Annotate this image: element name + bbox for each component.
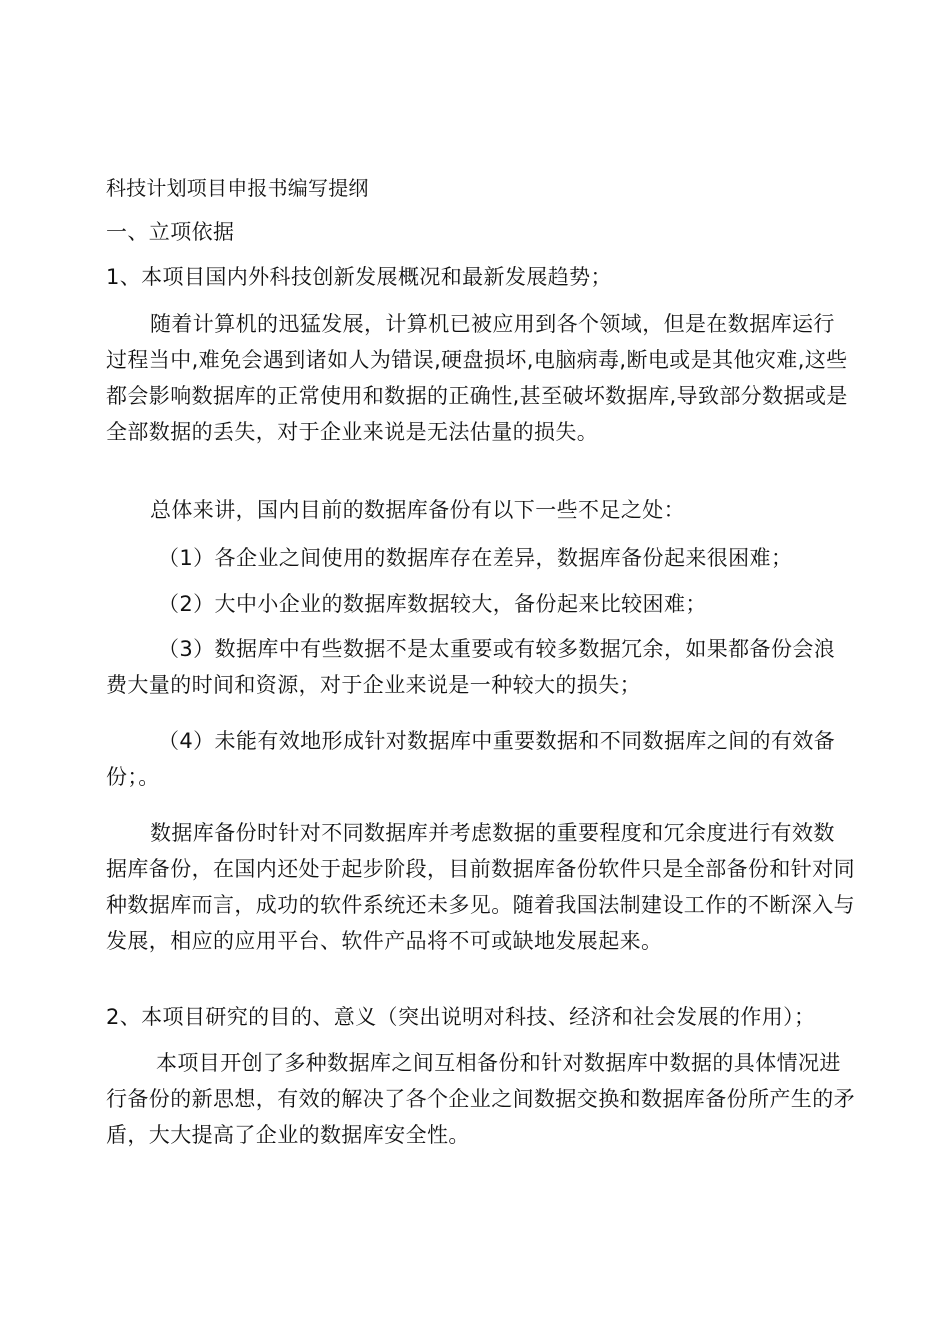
paragraph-2: 总体来讲，国内目前的数据库备份有以下一些不足之处： bbox=[150, 498, 685, 522]
list-item-1: （1）各企业之间使用的数据库存在差异，数据库备份起来很困难； bbox=[158, 546, 793, 570]
list-item-2: （2）大中小企业的数据库数据较大，备份起来比较困难； bbox=[158, 592, 707, 616]
item-heading-1: 1、本项目国内外科技创新发展概况和最新发展趋势； bbox=[106, 265, 612, 289]
paragraph-4: 本项目开创了多种数据库之间互相备份和针对数据库中数据的具体情况进行备份的新思想，有效的解决了各个企业之间数据交换和数据库备份所产生的矛盾，大大提高了企业的数据库安全性。 bbox=[106, 1051, 855, 1147]
list-item-3: （3）数据库中有些数据不是太重要或有较多数据冗余，如果都备份会浪费大量的时间和资源，对于企业来说是一种较大的损失； bbox=[106, 637, 836, 697]
item-heading-2: 2、本项目研究的目的、意义（突出说明对科技、经济和社会发展的作用）； bbox=[106, 1005, 816, 1029]
list-item-4: （4）未能有效地形成针对数据库中重要数据和不同数据库之间的有效备份；。 bbox=[106, 729, 836, 789]
document-title: 科技计划项目申报书编写提纲 bbox=[106, 176, 369, 200]
section-heading-1: 一、立项依据 bbox=[106, 220, 235, 244]
paragraph-1: 随着计算机的迅猛发展，计算机已被应用到各个领域，但是在数据库运行过程当中,难免会遇到诸如人为错误,硬盘损坏,电脑病毒,断电或是其他灾难,这些都会影响数据库的正常使用和数据的正确性,甚至破坏数据库,导致部分数据或是全部数据的丢失，对于企业来说是无法估量的损失。 bbox=[106, 312, 848, 444]
paragraph-3: 数据库备份时针对不同数据库并考虑数据的重要程度和冗余度进行有效数据库备份，在国内还处于起步阶段，目前数据库备份软件只是全部备份和针对同种数据库而言，成功的软件系统还未多见。随着我国法制建设工作的不断深入与发展，相应的应用平台、软件产品将不可或缺地发展起来。 bbox=[106, 821, 855, 953]
